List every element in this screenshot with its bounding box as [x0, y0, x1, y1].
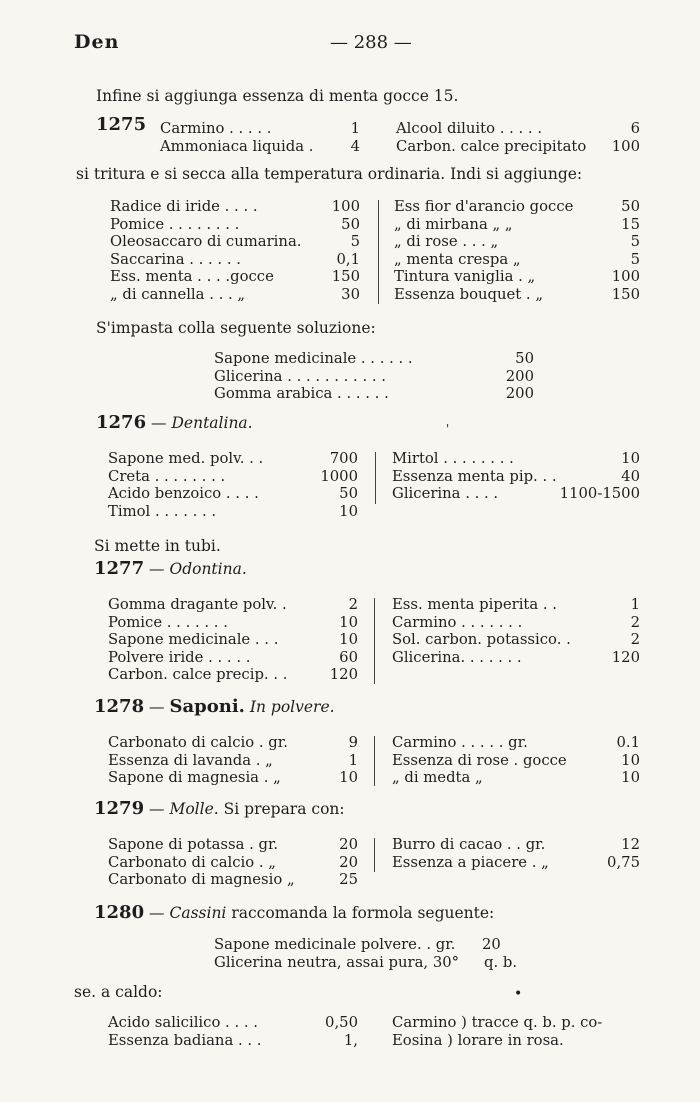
ingredient-qty: 10 — [339, 502, 358, 520]
recipe-subtitle: In polvere. — [249, 698, 335, 716]
column-divider — [374, 598, 375, 684]
ingredient-name: Essenza di lavanda . „ — [108, 751, 273, 769]
ingredient-name: „ di rose . . . „ — [394, 233, 499, 250]
recipe-1276-left — [108, 450, 358, 520]
ingredient-qty: 10 — [339, 769, 358, 786]
ingredient-name: Saccarina . . . . . . — [110, 250, 241, 268]
ingredient-qty: 10 — [339, 613, 358, 631]
ingredient-name: Eosina ) lorare in rosa. — [392, 1031, 564, 1049]
ingredient-name: Gomma arabica . . . . . . — [214, 385, 389, 402]
ingredient-name: Sapone di potassa . gr. — [108, 836, 279, 853]
ingredient-qty: 120 — [611, 648, 640, 666]
ingredient-name: „ di medta „ — [392, 769, 483, 786]
ingredient-qty: 12 — [621, 836, 640, 853]
ingredient-qty: 1 — [350, 120, 360, 137]
recipe-title: Saponi. — [169, 696, 245, 717]
ingredient-name: Radice di iride . . . . — [110, 198, 258, 215]
ingredient-qty: 0.1 — [616, 734, 640, 751]
ingredient-name: Carmino . . . . . . . — [392, 613, 523, 631]
recipe-note: Si prepara con: — [223, 800, 345, 818]
ingredient-qty: 100 — [611, 268, 640, 285]
recipe-number: 1276 — [96, 412, 147, 433]
recipe-1275-right — [396, 120, 640, 155]
ingredient-name: Sapone med. polv. . . — [108, 450, 264, 467]
dash: — — [149, 560, 165, 578]
intro-line: Infine si aggiunga essenza di menta gocce 15. — [96, 87, 459, 105]
ingredient-qty: 15 — [621, 215, 640, 233]
ingredient-qty: 100 — [331, 198, 360, 215]
ingredient-qty: 10 — [621, 751, 640, 769]
ingredient-qty: 50 — [515, 350, 534, 367]
recipe-1277-right — [392, 596, 640, 666]
ingredient-name: „ di mirbana „ „ — [394, 215, 513, 233]
ingredient-qty: 1000 — [320, 467, 358, 485]
recipe-number: 1280 — [94, 902, 145, 923]
ingredient-qty: 5 — [350, 233, 360, 250]
ingredient-name: Essenza badiana . . . — [108, 1031, 262, 1049]
ingredient-qty: 100 — [611, 137, 640, 155]
ingredient-name: Glicerina . . . . . . . . . . . — [214, 367, 386, 385]
ingredient-name: Sapone medicinale polvere. . gr. — [214, 936, 456, 953]
recipe-author: Cassini — [169, 904, 227, 922]
ingredient-name: Glicerina neutra, assai pura, 30° — [214, 953, 460, 971]
ingredient-name: Sapone medicinale . . . . . . — [214, 350, 413, 367]
recipe-heading-1279 — [94, 800, 345, 818]
ingredient-name: Essenza di rose . gocce — [392, 751, 567, 769]
ingredient-name: Ess fior d'arancio gocce — [394, 198, 574, 215]
ingredient-qty: 5 — [630, 250, 640, 268]
ingredient-qty: 2 — [348, 596, 358, 613]
method-line: si tritura e si secca alla temperatura ordinaria. Indi si aggiunge: — [76, 165, 583, 183]
solution-list — [214, 350, 534, 403]
group2-right — [394, 198, 640, 303]
recipe-1275-left — [160, 120, 360, 155]
recipe-heading-1280 — [94, 904, 494, 922]
ingredient-qty: 1 — [348, 751, 358, 769]
recipe-note: raccomanda la formola seguente: — [231, 904, 495, 922]
recipe-title: Dentalina. — [171, 414, 253, 432]
ingredient-qty: 30 — [341, 285, 360, 303]
ingredient-qty: 20 — [339, 836, 358, 853]
running-head: Den — [74, 31, 120, 53]
ingredient-name: Polvere iride . . . . . — [108, 648, 251, 666]
recipe-1280-list — [214, 936, 534, 971]
ingredient-qty: 120 — [329, 666, 358, 683]
ingredient-name: Carbon. calce precipitato — [396, 137, 587, 155]
ingredient-qty: 2 — [630, 631, 640, 648]
ingredient-name: Creta . . . . . . . . — [108, 467, 226, 485]
recipe-heading-1278 — [94, 698, 335, 716]
recipe-title: Molle. — [169, 800, 219, 818]
ingredient-qty: 20 — [339, 853, 358, 871]
ingredient-name: Tintura vaniglia . „ — [394, 268, 536, 285]
recipe-number: 1277 — [94, 558, 145, 579]
ingredient-qty: 50 — [621, 198, 640, 215]
ingredient-name: Alcool diluito . . . . . — [396, 120, 543, 137]
recipe-number: 1278 — [94, 696, 145, 717]
ingredient-qty: 6 — [630, 120, 640, 137]
recipe-1279-left — [108, 836, 358, 889]
ingredient-qty: 1100-1500 — [559, 485, 640, 502]
ingredient-name: Gomma dragante polv. . — [108, 596, 287, 613]
final-right — [392, 1014, 640, 1049]
ingredient-name: Sapone medicinale . . . — [108, 631, 279, 648]
dash: — — [151, 414, 167, 432]
ingredient-name: „ di cannella . . . „ — [110, 285, 246, 303]
dash: — — [149, 800, 165, 818]
ingredient-name: Essenza menta pip. . . — [392, 467, 557, 485]
ingredient-qty: 0,1 — [336, 250, 360, 268]
ingredient-name: Carbonato di calcio . gr. — [108, 734, 288, 751]
recipe-1278-left — [108, 734, 358, 787]
recipe-title: Odontina. — [169, 560, 247, 578]
ingredient-qty: 60 — [339, 648, 358, 666]
ingredient-qty: 50 — [339, 485, 358, 502]
ingredient-name: Carmino . . . . . — [160, 120, 272, 137]
ingredient-qty: 2 — [630, 613, 640, 631]
ingredient-name: Oleosaccaro di cumarina. — [110, 233, 302, 250]
recipe-number-1275: 1275 — [96, 114, 147, 135]
method-line: S'impasta colla seguente soluzione: — [96, 319, 376, 337]
ingredient-name: Sol. carbon. potassico. . — [392, 631, 571, 648]
ingredient-name: Acido benzoico . . . . — [108, 485, 259, 502]
ingredient-qty: 9 — [348, 734, 358, 751]
ingredient-qty: 1, — [343, 1031, 358, 1049]
final-left — [108, 1014, 358, 1049]
bullet-mark: • — [514, 986, 523, 1002]
ingredient-name: Pomice . . . . . . . — [108, 613, 228, 631]
ingredient-qty: 150 — [611, 285, 640, 303]
column-divider — [375, 452, 376, 504]
ingredient-qty: 700 — [329, 450, 358, 467]
group2-left — [110, 198, 360, 303]
recipe-1277-left — [108, 596, 358, 684]
ingredient-name: Essenza a piacere . „ — [392, 853, 549, 871]
method-line: se. a caldo: — [74, 983, 163, 1001]
recipe-1278-right — [392, 734, 640, 787]
ingredient-qty: 200 — [505, 367, 534, 385]
ingredient-qty: 50 — [341, 215, 360, 233]
ingredient-qty: 40 — [621, 467, 640, 485]
dash: — — [149, 904, 165, 922]
ingredient-qty: 20 — [482, 936, 501, 953]
ingredient-qty: 4 — [350, 137, 360, 155]
recipe-number: 1279 — [94, 798, 145, 819]
ingredient-qty: 150 — [331, 268, 360, 285]
ingredient-name: Burro di cacao . . gr. — [392, 836, 546, 853]
column-divider — [374, 736, 375, 786]
method-line: Si mette in tubi. — [94, 537, 221, 555]
ingredient-name: Ess. menta piperita . . — [392, 596, 558, 613]
ingredient-name: Ammoniaca liquida . — [160, 137, 314, 155]
ingredient-name: Timol . . . . . . . — [108, 502, 217, 520]
ingredient-name: Mirtol . . . . . . . . — [392, 450, 514, 467]
ingredient-qty: 25 — [339, 871, 358, 888]
ingredient-qty: 5 — [630, 233, 640, 250]
ingredient-name: Carbonato di magnesio „ — [108, 871, 295, 888]
recipe-heading-1277 — [94, 560, 247, 578]
recipe-heading-1276 — [96, 414, 253, 432]
column-divider — [374, 838, 375, 872]
ingredient-name: Carbon. calce precip. . . — [108, 666, 288, 683]
ingredient-name: Ess. menta . . . .gocce — [110, 268, 274, 285]
ingredient-name: Carmino ) tracce q. b. p. co- — [392, 1014, 603, 1031]
recipe-1276-right — [392, 450, 640, 503]
ingredient-qty: 0,75 — [607, 853, 640, 871]
ingredient-qty: 10 — [621, 450, 640, 467]
ingredient-name: Carmino . . . . . gr. — [392, 734, 528, 751]
column-divider — [378, 200, 379, 304]
ingredient-name: Acido salicilico . . . . — [108, 1014, 258, 1031]
ingredient-name: Glicerina. . . . . . . — [392, 648, 522, 666]
ingredient-name: Pomice . . . . . . . . — [110, 215, 240, 233]
ingredient-qty: 200 — [505, 385, 534, 402]
recipe-1279-right — [392, 836, 640, 871]
ingredient-qty: 0,50 — [325, 1014, 358, 1031]
page-number: — 288 — — [330, 32, 412, 53]
ingredient-qty: 1 — [630, 596, 640, 613]
dash: — — [149, 698, 165, 716]
ingredient-qty: 10 — [339, 631, 358, 648]
ingredient-qty: 10 — [621, 769, 640, 786]
ingredient-name: Glicerina . . . . — [392, 485, 499, 502]
ingredient-qty: q. b. — [484, 953, 518, 971]
ingredient-name: „ menta crespa „ — [394, 250, 521, 268]
ingredient-name: Sapone di magnesia . „ — [108, 769, 281, 786]
ingredient-name: Essenza bouquet . „ — [394, 285, 543, 303]
stray-mark: ' — [446, 422, 450, 436]
ingredient-name: Carbonato di calcio . „ — [108, 853, 276, 871]
